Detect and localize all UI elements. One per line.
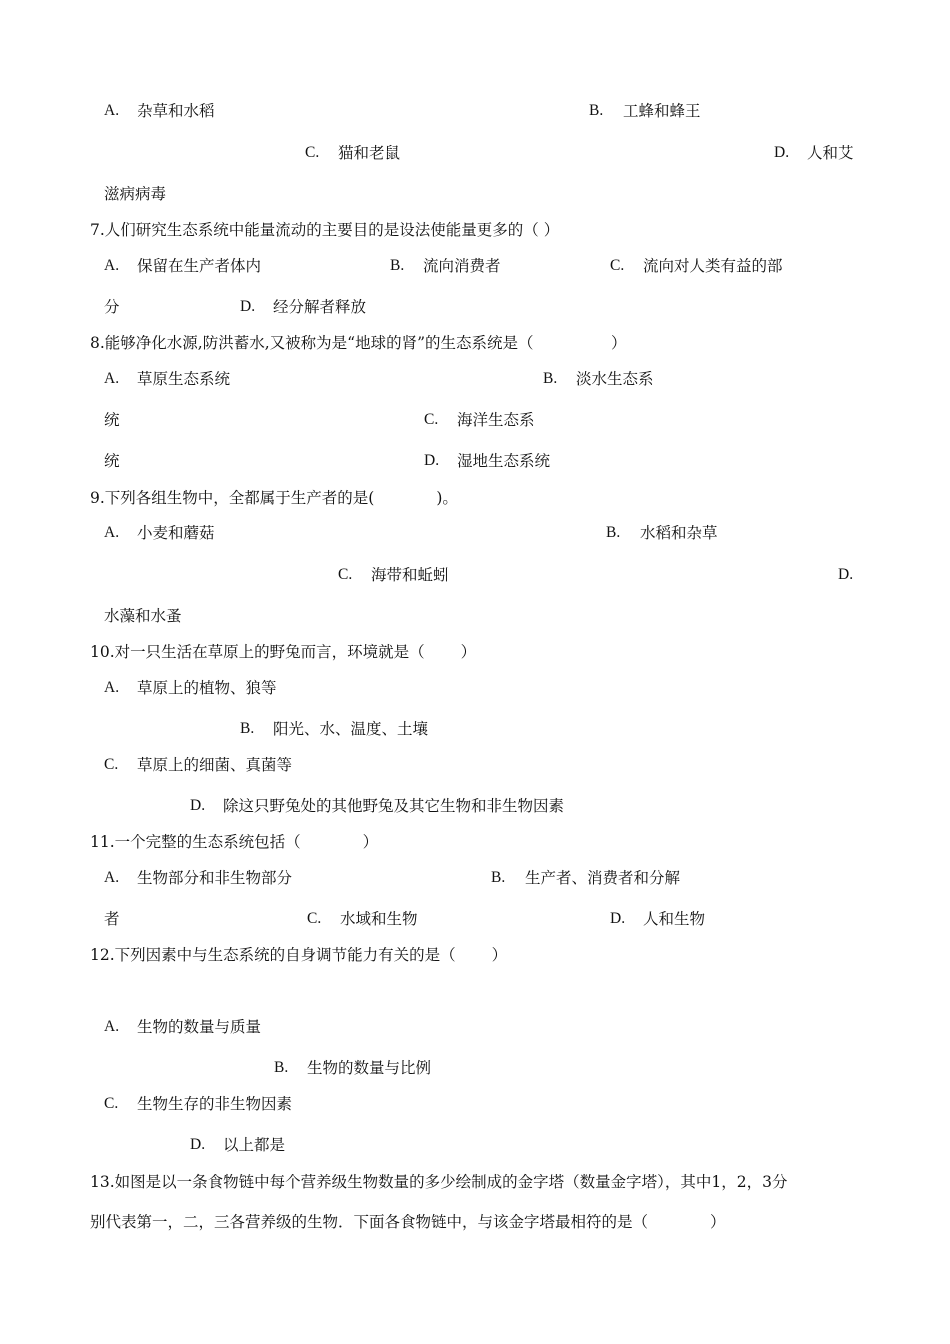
q12-option-d-letter: D. <box>190 1136 206 1153</box>
q9-option-d-continued: 水藻和水蚤 <box>104 607 182 625</box>
q11-option-a-text: 生物部分和非生物部分 <box>137 869 293 887</box>
q9-option-a-letter: A. <box>104 524 120 541</box>
q6-option-b-text: 工蜂和蜂王 <box>623 102 701 120</box>
q9-stem: 9.下列各组生物中，全都属于生产者的是( )。 <box>90 489 458 507</box>
q11-option-d-letter: D. <box>610 910 626 927</box>
q7-option-d-text: 经分解者释放 <box>273 298 367 316</box>
q8-option-c-continued: 统 <box>104 452 120 470</box>
q11-option-b-text: 生产者、消费者和分解 <box>525 869 681 887</box>
q12-option-a-letter: A. <box>104 1018 120 1035</box>
q6-option-b-letter: B. <box>589 102 604 119</box>
q10-option-d-letter: D. <box>190 797 206 814</box>
q7-option-c-text: 流向对人类有益的部 <box>643 257 783 275</box>
q11-option-a-letter: A. <box>104 869 120 886</box>
q8-option-c-letter: C. <box>424 411 439 428</box>
q6-option-d-text: 人和艾 <box>807 144 854 162</box>
q11-option-b-continued: 者 <box>104 910 120 928</box>
q12-stem: 12.下列因素中与生态系统的自身调节能力有关的是（ ） <box>90 946 508 964</box>
q10-stem: 10.对一只生活在草原上的野兔而言，环境就是（ ） <box>90 643 477 661</box>
q13-stem-line2: 别代表第一，二，三各营养级的生物．下面各食物链中，与该金字塔最相符的是（ ） <box>90 1213 726 1231</box>
q12-option-b-letter: B. <box>274 1059 289 1076</box>
q11-option-d-text: 人和生物 <box>643 910 706 928</box>
q8-option-a-letter: A. <box>104 370 120 387</box>
q10-option-b-text: 阳光、水、温度、土壤 <box>273 720 429 738</box>
q8-option-a-text: 草原生态系统 <box>137 370 231 388</box>
q11-stem: 11.一个完整的生态系统包括（ ） <box>90 833 379 851</box>
q13-stem-line1: 13.如图是以一条食物链中每个营养级生物数量的多少绘制成的金字塔（数量金字塔），其中1，2，3分 <box>90 1173 788 1191</box>
q8-option-b-continued: 统 <box>104 411 120 429</box>
q9-option-c-text: 海带和蚯蚓 <box>371 566 449 584</box>
q10-option-d-text: 除这只野兔处的其他野兔及其它生物和非生物因素 <box>223 797 565 815</box>
q10-option-a-letter: A. <box>104 679 120 696</box>
q12-option-b-text: 生物的数量与比例 <box>307 1059 432 1077</box>
q7-option-d-letter: D. <box>240 298 256 315</box>
q6-option-c-letter: C. <box>305 144 320 161</box>
q12-option-c-letter: C. <box>104 1095 119 1112</box>
q7-option-a-text: 保留在生产者体内 <box>137 257 262 275</box>
q6-option-d-letter: D. <box>774 144 790 161</box>
q11-option-c-text: 水域和生物 <box>340 910 418 928</box>
q11-option-c-letter: C. <box>307 910 322 927</box>
q7-stem: 7.人们研究生态系统中能量流动的主要目的是设法使能量更多的（ ） <box>90 221 560 239</box>
q6-option-a-letter: A. <box>104 102 120 119</box>
q6-option-a-text: 杂草和水稻 <box>137 102 215 120</box>
q8-option-d-letter: D. <box>424 452 440 469</box>
q8-option-b-text: 淡水生态系 <box>576 370 654 388</box>
q8-option-d-text: 湿地生态系统 <box>457 452 551 470</box>
q8-option-c-text: 海洋生态系 <box>457 411 535 429</box>
q7-option-b-letter: B. <box>390 257 405 274</box>
q10-option-a-text: 草原上的植物、狼等 <box>137 679 277 697</box>
q12-option-c-text: 生物生存的非生物因素 <box>137 1095 293 1113</box>
q9-option-d-letter: D. <box>838 566 854 583</box>
q7-option-a-letter: A. <box>104 257 120 274</box>
q10-option-c-text: 草原上的细菌、真菌等 <box>137 756 293 774</box>
q9-option-c-letter: C. <box>338 566 353 583</box>
q9-option-b-text: 水稻和杂草 <box>640 524 718 542</box>
q12-option-a-text: 生物的数量与质量 <box>137 1018 262 1036</box>
q10-option-b-letter: B. <box>240 720 255 737</box>
q7-option-b-text: 流向消费者 <box>423 257 501 275</box>
q9-option-a-text: 小麦和蘑菇 <box>137 524 215 542</box>
q12-option-d-text: 以上都是 <box>223 1136 286 1154</box>
q8-stem: 8.能够净化水源,防洪蓄水,又被称为是“地球的肾”的生态系统是（ ） <box>90 334 627 352</box>
q7-option-c-letter: C. <box>610 257 625 274</box>
q9-option-b-letter: B. <box>606 524 621 541</box>
q8-option-b-letter: B. <box>543 370 558 387</box>
q6-option-c-text: 猫和老鼠 <box>338 144 401 162</box>
q7-option-c-continued: 分 <box>104 298 120 316</box>
q10-option-c-letter: C. <box>104 756 119 773</box>
q11-option-b-letter: B. <box>491 869 506 886</box>
q6-option-d-continued: 滋病病毒 <box>104 185 167 203</box>
